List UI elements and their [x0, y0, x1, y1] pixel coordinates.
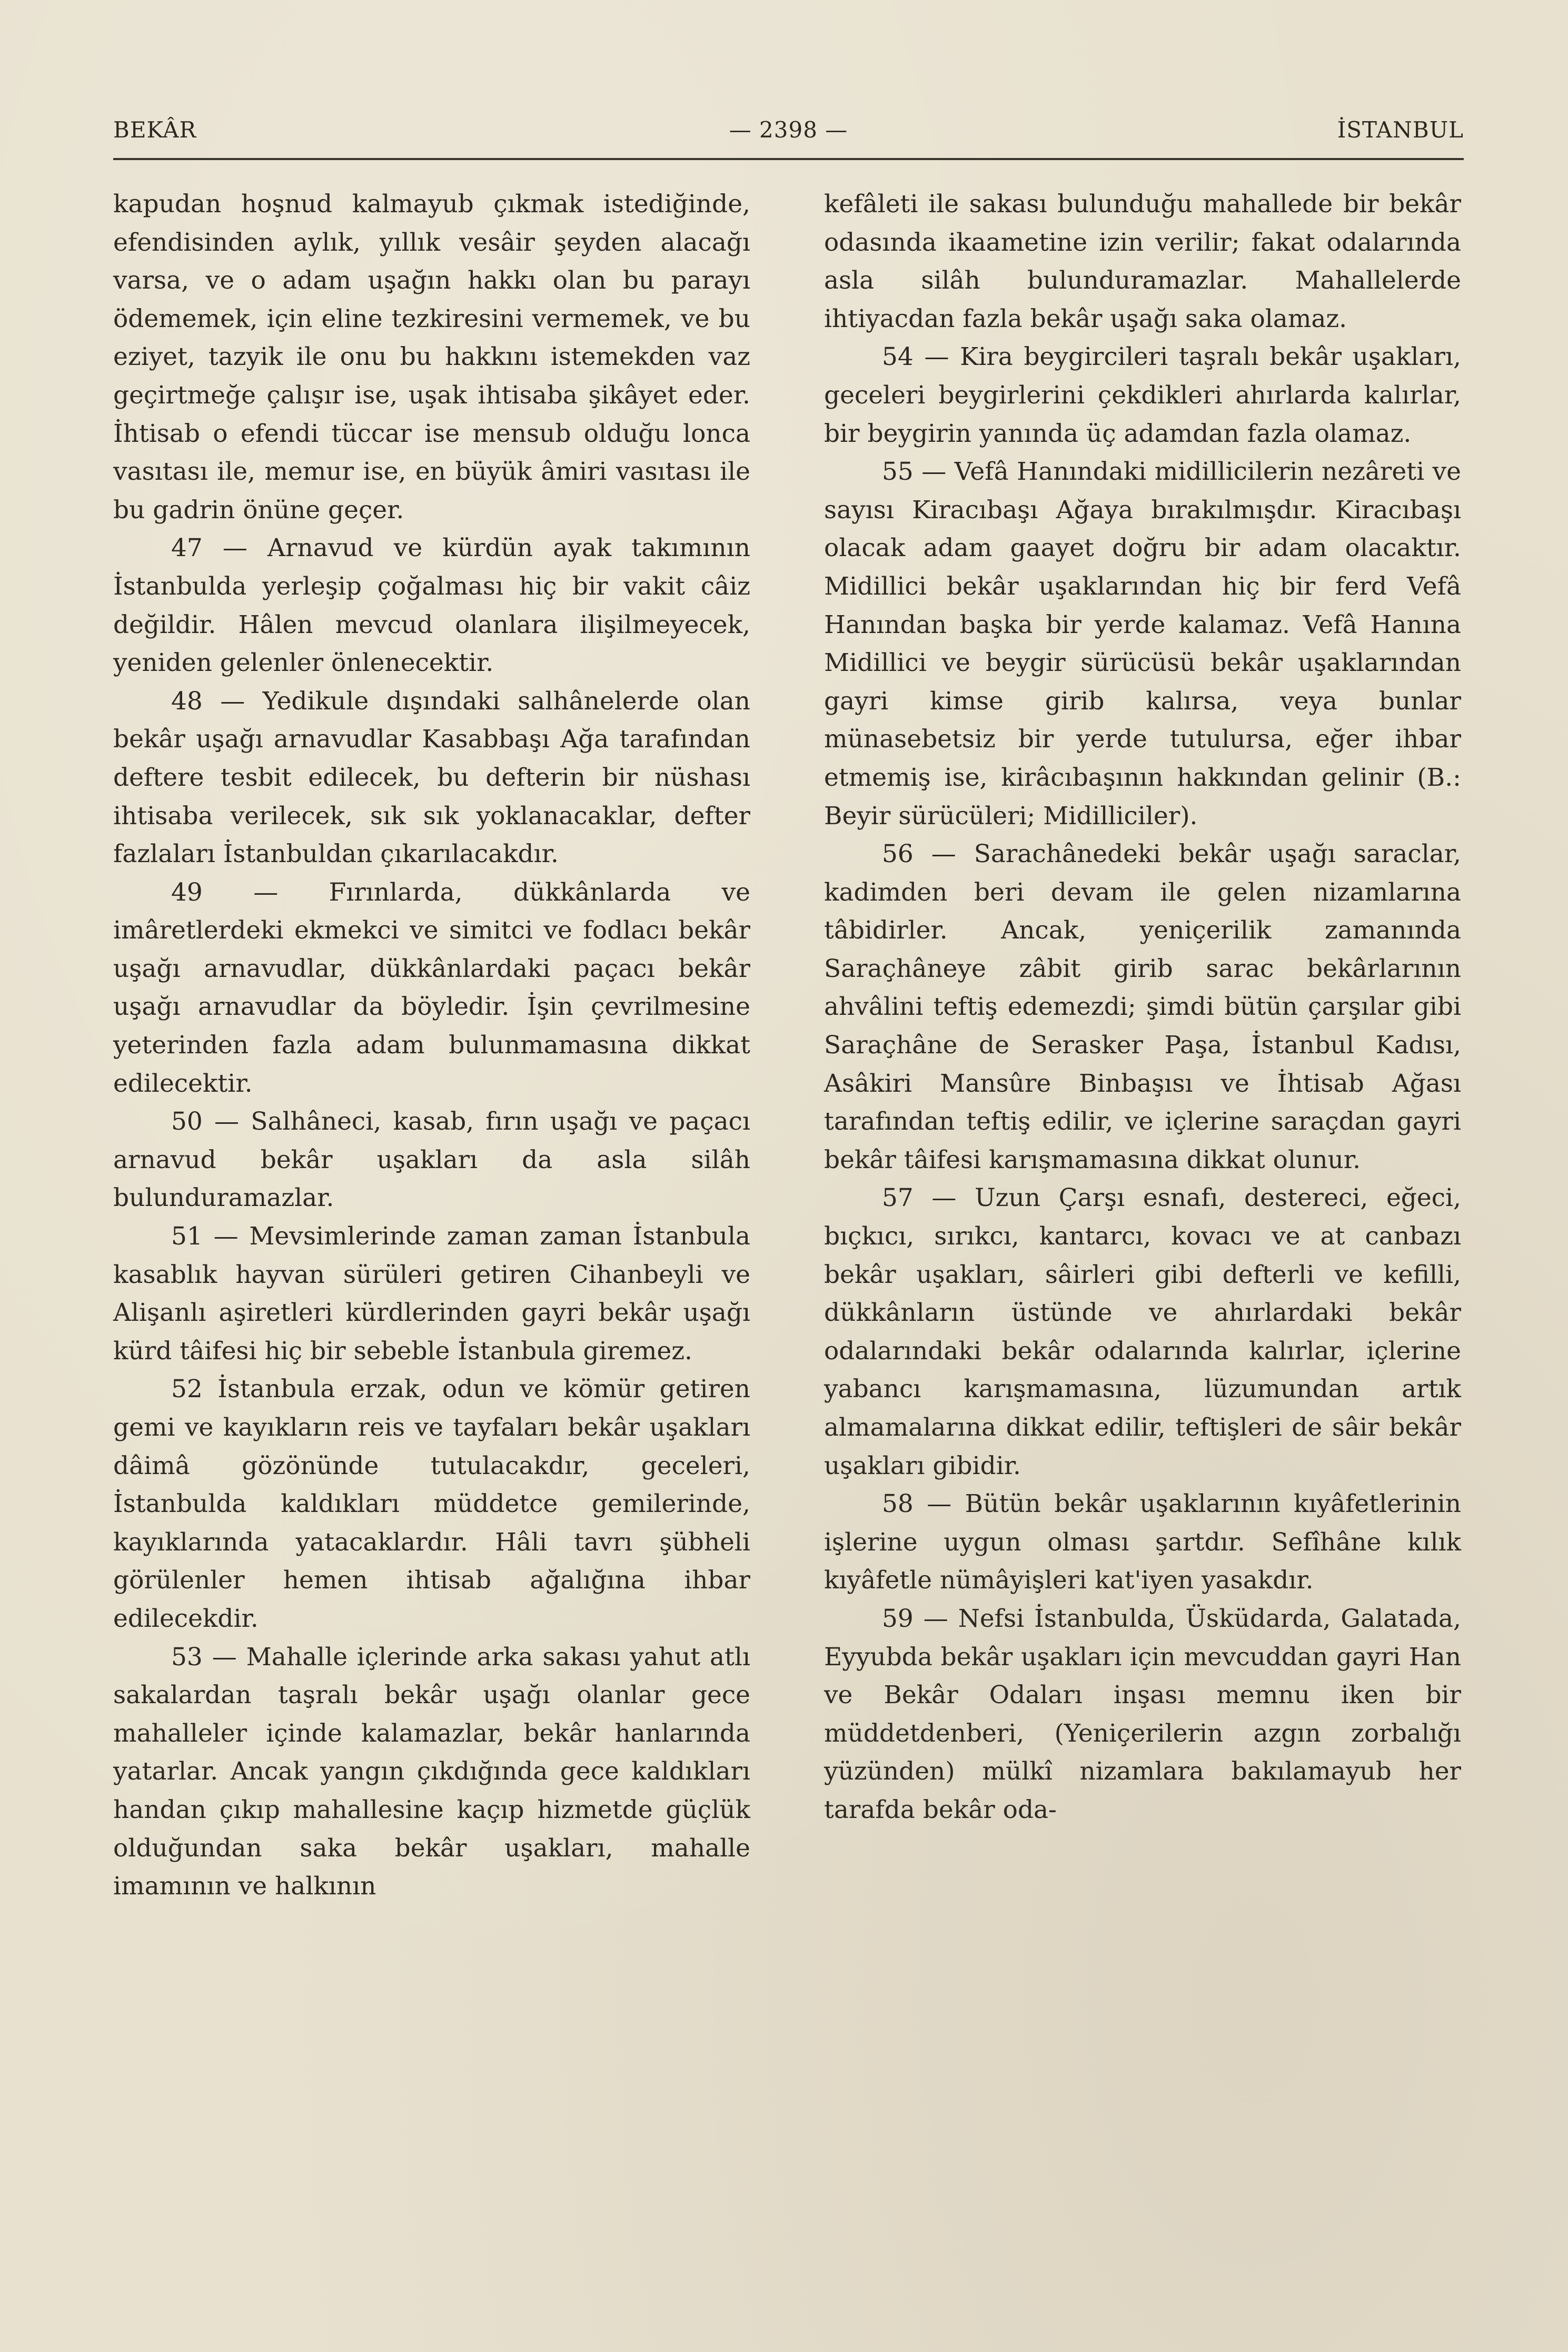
paragraph-article-58: 58 — Bütün bekâr uşaklarının kıyâfetlerinin işlerine uygun olması şartdır. Sefîhâne kılık kıyâfetle nümâyişleri kat'iyen yasakdır. — [824, 1489, 1461, 1595]
right-column — [824, 185, 1461, 1830]
left-column — [113, 185, 750, 1906]
paragraph-article-56: 56 — Sarachânedeki bekâr uşağı saraclar, kadimden beri devam ile gelen nizamlarına tâbidirler. Ancak, yeniçerilik zamanında Saraçhâneye zâbit girib sarac bekârlarının ahvâlini teftiş edemezdi; şimdi bütün çarşılar gibi Saraçhâne de Serasker Paşa, İstanbul Kadısı, Asâkiri Mansûre Binbaşısı ve İhtisab Ağası tarafından teftiş edilir, ve içlerine saraçdan gayri bekâr tâifesi karışmamasına dikkat olunur. — [824, 839, 1461, 1174]
page-number: — 2398 — — [729, 117, 848, 143]
header-rule — [113, 158, 1464, 160]
paragraph-article-59: 59 — Nefsi İstanbulda, Üsküdarda, Galatada, Eyyubda bekâr uşakları için mevcuddan gayri Han ve Bekâr Odaları inşası memnu iken bir müddetdenberi, (Yeniçerilerin azgın zorbalığı yüzünden) mülkî nizamlara bakılamayub her tarafda bekâr oda- — [824, 1604, 1461, 1824]
header-section-title: BEKÂR — [113, 117, 197, 143]
paragraph-article-54: 54 — Kira beygircileri taşralı bekâr uşakları, geceleri beygirlerini çekdikleri ahırlarda kalırlar, bir beygirin yanında üç adamdan fazla olamaz. — [824, 342, 1461, 448]
paragraph-continuation-right: kefâleti ile sakası bulunduğu mahallede bir bekâr odasında ikaametine izin verilir; fakat odalarında asla silâh bulunduramazlar. Mahallelerde ihtiyacdan fazla bekâr uşağı saka olamaz. — [824, 190, 1461, 333]
header-city-title: İSTANBUL — [1337, 117, 1464, 143]
paragraph-article-53: 53 — Mahalle içlerinde arka sakası yahut atlı sakalardan taşralı bekâr uşağı olanlar gece mahalleler içinde kalamazlar, bekâr hanlarında yatarlar. Ancak yangın çıkdığında gece kaldıkları handan çıkıp mahallesine kaçıp hizmetde güçlük olduğundan saka bekâr uşakları, mahalle imamının ve halkının — [113, 1642, 750, 1901]
paragraph-article-50: 50 — Salhâneci, kasab, fırın uşağı ve paçacı arnavud bekâr uşakları da asla silâh bulunduramazlar. — [113, 1107, 750, 1213]
paragraph-article-55: 55 — Vefâ Hanındaki midillicilerin nezâreti ve sayısı Kiracıbaşı Ağaya bırakılmışdır. Kiracıbaşı olacak adam gaayet doğru bir adam olacaktır. Midillici bekâr uşaklarından hiç bir ferd Vefâ Hanından başka bir yerde kalamaz. Vefâ Hanına Midillici ve beygir sürücüsü bekâr uşaklarından gayri kimse girib kalırsa, veya bunlar münasebetsiz bir yerde tutulursa, eğer ihbar etmemiş ise, kirâcıbaşının hakkından gelinir (B.: Beyir sürücüleri; Midilliciler). — [824, 457, 1461, 831]
paragraph-article-51: 51 — Mevsimlerinde zaman zaman İstanbula kasablık hayvan sürüleri getiren Cihanbeyli ve Alişanlı aşiretleri kürdlerinden gayri bekâr uşağı kürd tâifesi hiç bir sebeble İstanbula giremez. — [113, 1222, 750, 1366]
paragraph-article-57: 57 — Uzun Çarşı esnafı, destereci, eğeci, bıçkıcı, sırıkcı, kantarcı, kovacı ve at canbazı bekâr uşakları, sâirleri gibi defterli ve kefilli, dükkânların üstünde ve ahırlardaki bekâr odalarındaki bekâr odalarında kalırlar, içlerine yabancı karışmamasına, lüzumundan artık almamalarına dikkat edilir, teftişleri de sâir bekâr uşakları gibidir. — [824, 1183, 1461, 1480]
paragraph-continuation: kapudan hoşnud kalmayub çıkmak istediğinde, efendisinden aylık, yıllık vesâir şeyden alacağı varsa, ve o adam uşağın hakkı olan bu parayı ödememek, için eline tezkiresini vermemek, ve bu eziyet, tazyik ile onu bu hakkını istemekden vaz geçirtmeğe çalışır ise, uşak ihtisaba şikâyet eder. İhtisab o efendi tüccar ise mensub olduğu lonca vasıtası ile, memur ise, en büyük âmiri vasıtası ile bu gadrin önüne geçer. — [113, 190, 750, 525]
paragraph-article-52: 52 İstanbula erzak, odun ve kömür getiren gemi ve kayıkların reis ve tayfaları bekâr uşakları dâimâ gözönünde tutulacakdır, geceleri, İstanbulda kaldıkları müddetce gemilerinde, kayıklarında yatacaklardır. Hâli tavrı şübheli görülenler hemen ihtisab ağalığına ihbar edilecekdir. — [113, 1375, 750, 1633]
paragraph-article-49: 49 — Fırınlarda, dükkânlarda ve imâretlerdeki ekmekci ve simitci ve fodlacı bekâr uşağı arnavudlar, dükkânlardaki paçacı bekâr uşağı arnavudlar da böyledir. İşin çevrilmesine yeterinden fazla adam bulunmamasına dikkat edilecektir. — [113, 877, 750, 1098]
paragraph-article-48: 48 — Yedikule dışındaki salhânelerde olan bekâr uşağı arnavudlar Kasabbaşı Ağa tarafından deftere tesbit edilecek, bu defterin bir nüshası ihtisaba verilecek, sık sık yoklanacaklar, defter fazlaları İstanbuldan çıkarılacakdır. — [113, 686, 750, 869]
running-header — [113, 117, 1464, 154]
paragraph-article-47: 47 — Arnavud ve kürdün ayak takımının İstanbulda yerleşip çoğalması hiç bir vakit câiz değildir. Hâlen mevcud olanlara ilişilmeyecek, yeniden gelenler önlenecektir. — [113, 533, 750, 678]
